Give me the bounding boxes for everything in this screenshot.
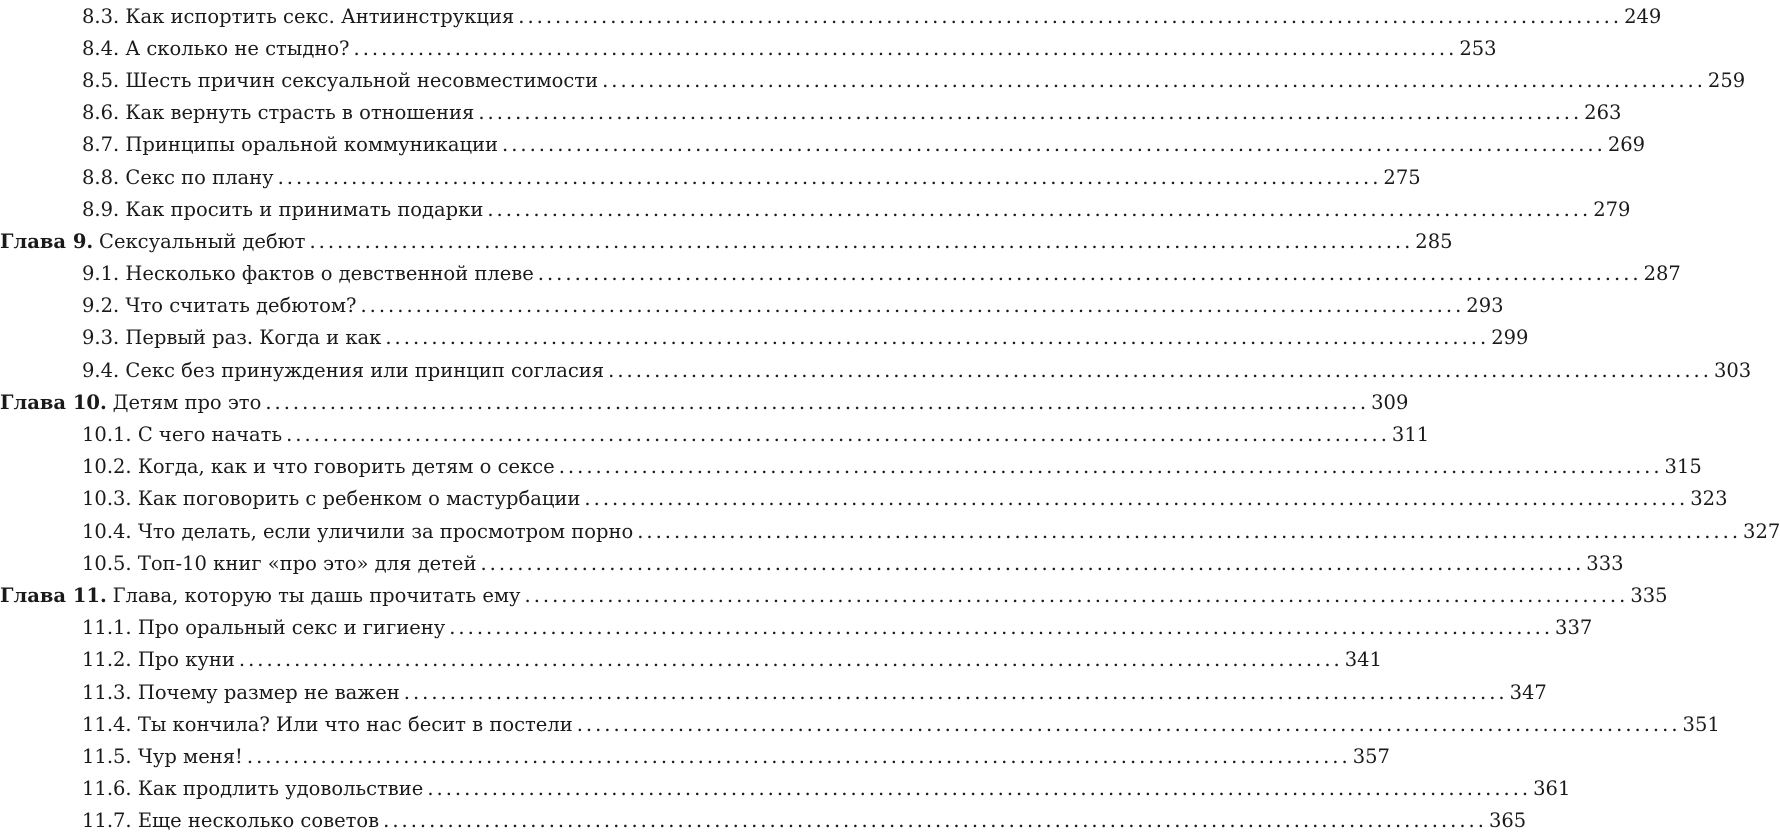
toc-entry-title: 8.3. Как испортить секс. Антиинструкция xyxy=(82,4,515,28)
dot-leader: ........................................................................................................................ xyxy=(637,519,1742,543)
toc-entry-title: 10.4. Что делать, если уличили за просмотром порно xyxy=(82,519,634,543)
toc-entry-title: 11.1. Про оральный секс и гигиену xyxy=(82,616,446,640)
toc-page-number: 293 xyxy=(1466,294,1504,318)
toc-section-entry xyxy=(0,805,1527,837)
dot-leader: ........................................................................................................................ xyxy=(353,36,1458,60)
dot-leader: ........................................................................................................................ xyxy=(602,68,1706,92)
toc-section-entry xyxy=(0,451,1702,483)
dot-leader: ........................................................................................................................ xyxy=(558,455,1663,479)
dot-leader: ........................................................................................................................ xyxy=(518,4,1623,28)
dot-leader: ........................................................................................................................ xyxy=(427,777,1532,801)
toc-page-number: 279 xyxy=(1593,197,1631,221)
toc-entry-text xyxy=(82,166,278,189)
toc-entry-title: 8.6. Как вернуть страсть в отношения xyxy=(82,101,475,125)
toc-entry-title: 8.8. Секс по плану xyxy=(82,165,274,189)
toc-entry-title: 9.4. Секс без принуждения или принцип согласия xyxy=(82,358,605,382)
toc-entry-text xyxy=(82,133,502,156)
toc-section-entry xyxy=(0,515,1780,547)
toc-page-number: 309 xyxy=(1371,390,1409,414)
toc-entry-title: 10.2. Когда, как и что говорить детям о сексе xyxy=(82,455,555,479)
dot-leader: ........................................................................................................................ xyxy=(360,294,1465,318)
toc-entry-text xyxy=(82,777,427,800)
dot-leader: ........................................................................................................................ xyxy=(608,358,1712,382)
toc-page-number: 357 xyxy=(1352,744,1390,768)
dot-leader: ........................................................................................................................ xyxy=(449,616,1554,640)
toc-entry-title: 11.3. Почему размер не важен xyxy=(82,680,400,704)
dot-leader: ........................................................................................................................ xyxy=(309,229,1414,253)
toc-entry-text xyxy=(0,584,525,607)
toc-entry-text xyxy=(82,809,383,832)
toc-entry-text xyxy=(0,391,265,414)
toc-entry-text xyxy=(82,713,577,736)
toc-section-entry xyxy=(0,322,1529,354)
toc-section-entry xyxy=(0,483,1728,515)
toc-entry-text xyxy=(82,681,404,704)
toc-section-entry xyxy=(0,161,1421,193)
toc-entry-text xyxy=(82,262,538,285)
dot-leader: ........................................................................................................................ xyxy=(576,712,1681,736)
toc-page-number: 311 xyxy=(1391,423,1430,447)
toc-page-number: 337 xyxy=(1555,616,1593,640)
toc-page-number: 287 xyxy=(1643,262,1681,286)
toc-entry-title: 8.7. Принципы оральной коммуникации xyxy=(82,133,499,157)
dot-leader: ........................................................................................................................ xyxy=(286,423,1390,447)
dot-leader: ........................................................................................................................ xyxy=(277,165,1382,189)
toc-page-number: 275 xyxy=(1383,165,1421,189)
toc-entry-text xyxy=(82,294,360,317)
toc-section-entry xyxy=(0,354,1752,386)
toc-section-entry xyxy=(0,418,1430,450)
toc-page-number: 351 xyxy=(1682,712,1720,736)
toc-page-number: 253 xyxy=(1459,36,1497,60)
toc-page-number: 327 xyxy=(1743,519,1780,543)
toc-page-number: 263 xyxy=(1584,101,1622,125)
toc-entry-title: 8.5. Шесть причин сексуальной несовместимости xyxy=(82,68,599,92)
toc-entry-title: Глава, которую ты дашь прочитать ему xyxy=(112,583,521,607)
toc-entry-text xyxy=(82,487,584,510)
toc-entry-text xyxy=(82,359,608,382)
toc-page-number: 249 xyxy=(1624,4,1662,28)
toc-entry-text xyxy=(82,326,385,349)
toc-entry-title: Сексуальный дебют xyxy=(99,229,306,253)
toc-page-number: 335 xyxy=(1630,583,1668,607)
toc-entry-text xyxy=(82,455,559,478)
toc-page-number: 299 xyxy=(1491,326,1529,350)
toc-entry-text xyxy=(82,37,354,60)
toc-entry-text xyxy=(82,423,286,446)
toc-entry-title: 9.2. Что считать дебютом? xyxy=(82,294,357,318)
toc-page-number: 259 xyxy=(1707,68,1746,92)
toc-section-entry xyxy=(0,64,1746,96)
toc-page-number: 323 xyxy=(1690,487,1728,511)
toc-entry-title: 10.3. Как поговорить с ребенком о мастурбации xyxy=(82,487,581,511)
toc-section-entry xyxy=(0,32,1497,64)
dot-leader: ........................................................................................................................ xyxy=(246,744,1351,768)
toc-entry-title: 11.2. Про куни xyxy=(82,648,235,672)
toc-entry-title: 11.7. Еще несколько советов xyxy=(82,809,380,833)
toc-page-number: 341 xyxy=(1344,648,1382,672)
toc-entry-title: 11.4. Ты кончила? Или что нас бесит в постели xyxy=(82,712,573,736)
dot-leader: ........................................................................................................................ xyxy=(502,133,1606,157)
toc-page-number: 285 xyxy=(1415,229,1453,253)
toc-section-entry xyxy=(0,676,1547,708)
toc-section-entry xyxy=(0,644,1382,676)
dot-leader: ........................................................................................................................ xyxy=(265,390,1370,414)
toc-entry-text xyxy=(82,616,449,639)
toc-page-number: 347 xyxy=(1509,680,1547,704)
dot-leader: ........................................................................................................................ xyxy=(487,197,1592,221)
toc-section-entry xyxy=(0,612,1593,644)
toc-entry-title: 11.5. Чур меня! xyxy=(82,744,243,768)
toc-section-entry xyxy=(0,258,1681,290)
toc-section-entry xyxy=(0,0,1662,32)
toc-page-number: 269 xyxy=(1607,133,1646,157)
toc-page-number: 303 xyxy=(1713,358,1752,382)
dot-leader: ........................................................................................................................ xyxy=(584,487,1689,511)
toc-entry-text xyxy=(0,230,309,253)
dot-leader: ........................................................................................................................ xyxy=(478,101,1583,125)
dot-leader: ........................................................................................................................ xyxy=(238,648,1343,672)
toc-entry-text xyxy=(82,648,239,671)
toc-entry-title: 10.5. Топ-10 книг «про это» для детей xyxy=(82,551,477,575)
toc-entry-text xyxy=(82,552,480,575)
toc-page-number: 333 xyxy=(1586,551,1624,575)
toc-chapter-entry xyxy=(0,579,1668,611)
toc-section-entry xyxy=(0,773,1571,805)
toc-entry-title: 8.9. Как просить и принимать подарки xyxy=(82,197,484,221)
toc-page-number: 361 xyxy=(1533,777,1571,801)
toc-entry-title: 9.1. Несколько фактов о девственной плеве xyxy=(82,262,534,286)
toc-entry-title: Детям про это xyxy=(112,390,262,414)
toc-chapter-entry xyxy=(0,386,1409,418)
toc-entry-text xyxy=(82,101,478,124)
toc-entry-text xyxy=(82,198,487,221)
toc-entry-text xyxy=(82,69,602,92)
dot-leader: ........................................................................................................................ xyxy=(403,680,1508,704)
dot-leader: ........................................................................................................................ xyxy=(537,262,1642,286)
toc-entry-title: 11.6. Как продлить удовольствие xyxy=(82,777,424,801)
toc-entry-title: 8.4. А сколько не стыдно? xyxy=(82,36,350,60)
toc-entry-text xyxy=(82,5,518,28)
toc-page-number: 315 xyxy=(1664,455,1702,479)
toc-section-entry xyxy=(0,129,1646,161)
chapter-label: Глава 11. xyxy=(0,583,107,607)
dot-leader: ........................................................................................................................ xyxy=(524,583,1629,607)
toc-entry-text xyxy=(82,745,247,768)
toc-entry-title: 9.3. Первый раз. Когда и как xyxy=(82,326,382,350)
toc-entry-text xyxy=(82,520,637,543)
dot-leader: ........................................................................................................................ xyxy=(480,551,1585,575)
dot-leader: ........................................................................................................................ xyxy=(383,809,1487,833)
toc-entry-title: 10.1. С чего начать xyxy=(82,423,283,447)
dot-leader: ........................................................................................................................ xyxy=(385,326,1490,350)
toc-section-entry xyxy=(0,740,1390,772)
toc-section-entry xyxy=(0,290,1504,322)
toc-section-entry xyxy=(0,708,1720,740)
toc-section-entry xyxy=(0,193,1631,225)
toc-section-entry xyxy=(0,547,1624,579)
toc-chapter-entry xyxy=(0,225,1453,257)
toc-section-entry xyxy=(0,97,1622,129)
chapter-label: Глава 9. xyxy=(0,229,94,253)
chapter-label: Глава 10. xyxy=(0,390,107,414)
toc-page-number: 365 xyxy=(1488,809,1527,833)
